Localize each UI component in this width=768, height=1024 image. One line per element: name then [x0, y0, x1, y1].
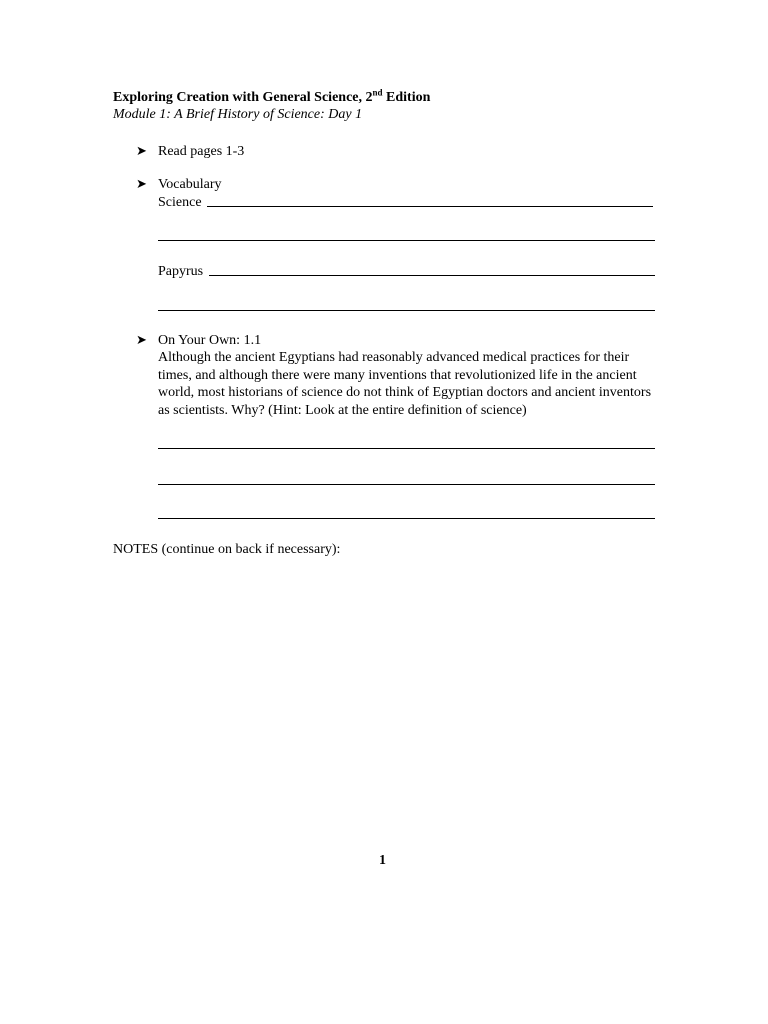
on-your-own-question: Although the ancient Egyptians had reasonably advanced medical practices for their times, and although there were many inventions that revolutionized life in the ancient world, most historians of science do not think of Egyptian doctors and ancient inventors as scientists. Why? (Hint: Look at the entire definition of science) [158, 350, 652, 418]
answer-line-papyrus[interactable] [209, 275, 655, 276]
page-title [113, 87, 431, 106]
read-instruction: Read pages 1-3 [158, 144, 245, 159]
vocab-term-science: Science [158, 195, 202, 210]
arrow-bullet-icon: ➤ [136, 176, 147, 191]
arrow-bullet-icon: ➤ [136, 332, 147, 347]
answer-line-science[interactable] [207, 206, 653, 207]
answer-line-question-2[interactable] [158, 484, 655, 485]
arrow-bullet-icon: ➤ [136, 143, 147, 158]
answer-line-papyrus-2[interactable] [158, 310, 655, 311]
vocab-term-papyrus: Papyrus [158, 264, 204, 279]
on-your-own-heading: On Your Own: 1.1 [158, 333, 262, 348]
answer-line-science-2[interactable] [158, 240, 655, 241]
title-text: Exploring Creation with General Science, 2 [113, 90, 373, 105]
module-subtitle: Module 1: A Brief History of Science: Day 1 [113, 107, 363, 122]
notes-label: NOTES (continue on back if necessary): [113, 542, 341, 557]
title-superscript: nd [372, 87, 383, 98]
answer-line-question-3[interactable] [158, 518, 655, 519]
page-number: 1 [379, 853, 386, 868]
answer-line-question-1[interactable] [158, 448, 655, 449]
vocabulary-heading: Vocabulary [158, 177, 222, 192]
title-suffix: Edition [382, 90, 431, 105]
